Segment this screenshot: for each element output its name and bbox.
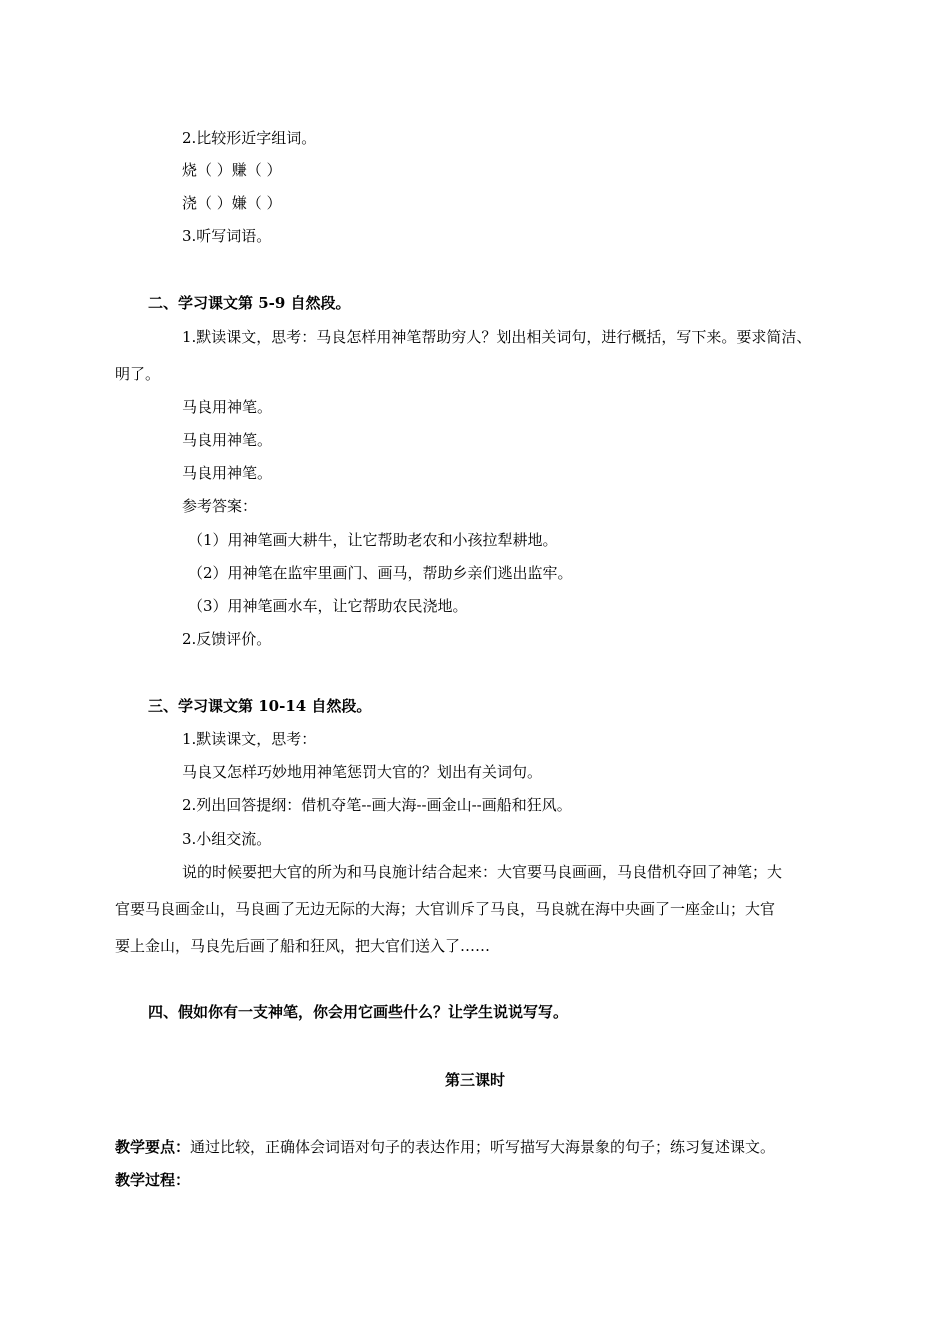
answer-3: （3）用神笔画水车，让它帮助农民浇地。 bbox=[188, 597, 468, 615]
section-3-paragraph-line-3: 要上金山，马良先后画了船和狂风，把大官们送入了…… bbox=[115, 937, 491, 955]
blank-line-1: 马良用神笔。 bbox=[182, 398, 273, 416]
answer-2: （2）用神笔在监牢里画门、画马，帮助乡亲们逃出监牢。 bbox=[188, 564, 573, 582]
word-row-1: 烧（ ）赚（ ） bbox=[182, 161, 282, 179]
lesson-3-title: 第三课时 bbox=[444, 1071, 505, 1089]
section-3-paragraph-line-1: 说的时候要把大官的所为和马良施计结合起来：大官要马良画画，马良借机夺回了神笔；大 bbox=[182, 863, 783, 881]
blank-line-2: 马良用神笔。 bbox=[182, 431, 273, 449]
item-compare-words: 2.比较形近字组词。 bbox=[182, 129, 317, 147]
section-2-item-2: 2.反馈评价。 bbox=[182, 630, 272, 648]
section-2-item-1-line-1: 1.默读课文，思考：马良怎样用神笔帮助穷人？划出相关词句，进行概括，写下来。要求简洁、 bbox=[182, 328, 812, 346]
section-3-item-1: 1.默读课文，思考： bbox=[182, 730, 317, 748]
section-2-heading: 二、学习课文第 5-9 自然段。 bbox=[148, 294, 351, 312]
section-3-paragraph-line-2: 官要马良画金山，马良画了无边无际的大海；大官训斥了马良，马良就在海中央画了一座金山；大官 bbox=[115, 900, 776, 918]
section-3-question: 马良又怎样巧妙地用神笔惩罚大官的？划出有关词句。 bbox=[182, 763, 543, 781]
section-3-item-2: 2.列出回答提纲：借机夺笔--画大海--画金山--画船和狂风。 bbox=[182, 796, 572, 814]
section-2-item-1-line-2: 明了。 bbox=[115, 365, 161, 383]
key-points-label: 教学要点： bbox=[115, 1138, 191, 1156]
key-points-text: 通过比较，正确体会词语对句子的表达作用；听写描写大海景象的句子；练习复述课文。 bbox=[190, 1138, 776, 1156]
section-3-item-3: 3.小组交流。 bbox=[182, 830, 272, 848]
item-dictation: 3.听写词语。 bbox=[182, 227, 272, 245]
key-points-line bbox=[115, 1137, 775, 1157]
section-4-heading: 四、假如你有一支神笔，你会用它画些什么？让学生说说写写。 bbox=[148, 1003, 569, 1021]
teaching-process-label: 教学过程： bbox=[115, 1171, 191, 1189]
section-3-heading: 三、学习课文第 10-14 自然段。 bbox=[148, 697, 372, 715]
answer-label: 参考答案： bbox=[182, 497, 258, 515]
answer-1: （1）用神笔画大耕牛，让它帮助老农和小孩拉犁耕地。 bbox=[188, 531, 558, 549]
word-row-2: 浇（ ）嫌（ ） bbox=[182, 194, 282, 212]
blank-line-3: 马良用神笔。 bbox=[182, 464, 273, 482]
